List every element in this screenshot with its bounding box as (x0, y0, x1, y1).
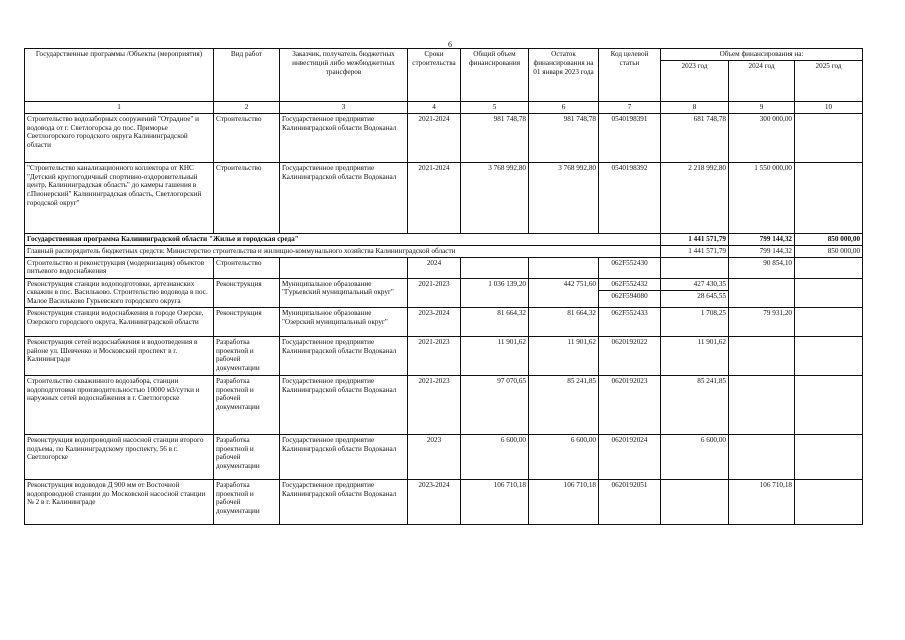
cell-2024: 106 710,18 (729, 479, 795, 524)
table-row (25, 278, 863, 290)
cell-total: 3 768 992,80 (461, 162, 529, 233)
cell-name: Реконструкция станции водоснабжения в городе Озерске, Озерского городского округа, Калининградской области (25, 307, 214, 336)
cell-2025 (795, 375, 863, 434)
col-number: 4 (408, 102, 461, 114)
program-2023: 1 441 571,79 (661, 233, 729, 245)
table-row (25, 434, 863, 479)
cell-terms: 2021-2023 (408, 336, 461, 375)
cell-total (461, 257, 529, 278)
table-row (25, 479, 863, 524)
cell-2024: 1 550 000,00 (729, 162, 795, 233)
cell-2025 (795, 113, 863, 162)
cell-2023: 2 218 992,80 (661, 162, 729, 233)
cell-2025 (795, 336, 863, 375)
table-row (25, 257, 863, 278)
cell-2023: 11 901,62 (661, 336, 729, 375)
cell-code: 0620192051 (599, 479, 661, 524)
header-remaining: Остаток финансирования на 01 января 2023 года (529, 49, 599, 102)
cell-name: "Строительство канализационного коллектора от КНС "Детский круглогодичный спортивно-оздоровительный центр, Калининградская область" до камеры гашения в г.Пионерский" Калининградская область, Светлогорский городской округ" (25, 162, 214, 233)
col-number: 1 (25, 102, 214, 114)
col-number: 3 (280, 102, 408, 114)
header-terms: Сроки строительства (408, 49, 461, 102)
cell-total: 6 600,00 (461, 434, 529, 479)
cell-code: 0540198391 (599, 113, 661, 162)
manager-title: Главный распорядитель бюджетных средств: Министерство строительства и жилищно-коммунального хозяйства Калининградской области (25, 245, 661, 257)
header-year-2024: 2024 год (729, 60, 795, 101)
header-work-type: Вид работ (214, 49, 280, 102)
cell-2023: 6 600,00 (661, 434, 729, 479)
cell-name: Реконструкция водоводов Д 900 мм от Восточной водопроводной станции до Московской насосной станции № 2 в г. Калининграде (25, 479, 214, 524)
cell-remaining: 85 241,85 (529, 375, 599, 434)
col-number: 8 (661, 102, 729, 114)
cell-terms: 2021-2023 (408, 375, 461, 434)
cell-customer: Государственное предприятие Калининградской области Водоканал (280, 375, 408, 434)
cell-code: 062F552430 (599, 257, 661, 278)
header-total-volume: Общий объем финансирования (461, 49, 529, 102)
cell-remaining: 106 710,18 (529, 479, 599, 524)
cell-2025 (795, 257, 863, 278)
cell-terms: 2021-2024 (408, 113, 461, 162)
col-number: 7 (599, 102, 661, 114)
program-title: Государственная программа Калининградской области "Жилье и городская среда" (25, 233, 661, 245)
cell-name: Строительство водозаборных сооружений "Отрадное" и водовода от г. Светлогорска до пос. Приморье Светлогорского городского округа Калининградской области (25, 113, 214, 162)
program-row (25, 233, 863, 245)
cell-2023 (661, 257, 729, 278)
cell-name: Реконструкция станции водоподготовки, артезианских скважин в пос. Васильково. Строительство водовода в пос. Малое Васильково Гурьевского городского округа (25, 278, 214, 307)
cell-terms: 2023-2024 (408, 307, 461, 336)
header-year-2025: 2025 год (795, 60, 863, 101)
cell-customer: Муниципальное образование "Озерский муниципальный округ" (280, 307, 408, 336)
cell-terms: 2023 (408, 434, 461, 479)
page-number: 6 (448, 40, 452, 49)
cell-total: 11 901,62 (461, 336, 529, 375)
cell-work: Разработка проектной и рабочей документации (214, 434, 280, 479)
col-number: 5 (461, 102, 529, 114)
table-row (25, 162, 863, 233)
cell-remaining: 3 768 992,80 (529, 162, 599, 233)
cell-customer: Государственное предприятие Калининградской области Водоканал (280, 336, 408, 375)
manager-row (25, 245, 863, 257)
cell-work: Строительство (214, 162, 280, 233)
cell-total: 81 664,32 (461, 307, 529, 336)
cell-2023: 681 748,78 (661, 113, 729, 162)
cell-customer: Государственное предприятие Калининградской области Водоканал (280, 479, 408, 524)
cell-customer: Государственное предприятие Калининградской области Водоканал (280, 434, 408, 479)
cell-name: Реконструкция сетей водоснабжения и водоотведения в районе ул. Шевченко и Московский проспект в г. Калининграде (25, 336, 214, 375)
cell-work: Разработка проектной и рабочей документации (214, 336, 280, 375)
cell-remaining: 981 748,78 (529, 113, 599, 162)
table-row (25, 375, 863, 434)
cell-work: Разработка проектной и рабочей документации (214, 479, 280, 524)
cell-remaining: 11 901,62 (529, 336, 599, 375)
funding-table (24, 48, 863, 525)
cell-terms: 2021-2023 (408, 278, 461, 307)
cell-total: 1 036 139,20 (461, 278, 529, 307)
cell-2023: 28 645,55 (661, 290, 729, 307)
cell-remaining: 6 600,00 (529, 434, 599, 479)
cell-remaining: 81 664,32 (529, 307, 599, 336)
table-row (25, 307, 863, 336)
col-number: 10 (795, 102, 863, 114)
header-row (25, 49, 863, 61)
cell-terms: 2021-2024 (408, 162, 461, 233)
manager-2023: 1 441 571,79 (661, 245, 729, 257)
manager-2025: 850 000,00 (795, 245, 863, 257)
program-2025: 850 000,00 (795, 233, 863, 245)
cell-name: Реконструкция водопроводной насосной станции второго подъема, по Калининградскому проспекту, 56 в г. Светлогорске (25, 434, 214, 479)
cell-2023: 1 708,25 (661, 307, 729, 336)
header-funding: Объем финансирования на: (661, 49, 863, 61)
cell-remaining: 442 751,60 (529, 278, 599, 307)
cell-2025 (795, 479, 863, 524)
cell-code: 062F594080 (599, 290, 661, 307)
cell-work: Реконструкция (214, 278, 280, 307)
program-2024: 799 144,32 (729, 233, 795, 245)
cell-2024: 300 000,00 (729, 113, 795, 162)
cell-work: Строительство (214, 257, 280, 278)
cell-work: Строительство (214, 113, 280, 162)
cell-customer: Государственное предприятие Калининградской области Водоканал (280, 113, 408, 162)
cell-code: 062F552433 (599, 307, 661, 336)
cell-name: Строительство скважинного водозабора, станции водоподготовки производительностью 10000 м3/сутки и наружных сетей водоснабжения в г. Светлогорске (25, 375, 214, 434)
header-year-2023: 2023 год (661, 60, 729, 101)
cell-name: Строительство и реконструкция (модернизация) объектов питьевого водоснабжения (25, 257, 214, 278)
col-number: 6 (529, 102, 599, 114)
cell-code: 0620192023 (599, 375, 661, 434)
cell-2024 (729, 278, 795, 307)
cell-terms: 2023-2024 (408, 479, 461, 524)
cell-code: 0620192024 (599, 434, 661, 479)
manager-2024: 799 144,32 (729, 245, 795, 257)
column-numbers-row (25, 102, 863, 114)
cell-2024: 79 931,20 (729, 307, 795, 336)
table-row (25, 113, 863, 162)
cell-code: 0620192022 (599, 336, 661, 375)
cell-code: 0540198392 (599, 162, 661, 233)
cell-remaining (529, 257, 599, 278)
cell-customer: Муниципальное образование "Гурьевский муниципальный округ" (280, 278, 408, 307)
cell-2024: 90 854,10 (729, 257, 795, 278)
table-row (25, 336, 863, 375)
cell-work: Реконструкция (214, 307, 280, 336)
cell-code: 062F552432 (599, 278, 661, 290)
cell-total: 981 748,78 (461, 113, 529, 162)
cell-total: 106 710,18 (461, 479, 529, 524)
cell-2024 (729, 434, 795, 479)
cell-total: 97 070,65 (461, 375, 529, 434)
cell-customer (280, 257, 408, 278)
header-customer: Заказчик, получатель бюджетных инвестиций либо межбюджетных трансферов (280, 49, 408, 102)
cell-2025 (795, 307, 863, 336)
cell-2023: 427 430,35 (661, 278, 729, 290)
col-number: 9 (729, 102, 795, 114)
cell-customer: Государственное предприятие Калининградской области Водоканал (280, 162, 408, 233)
cell-2024 (729, 336, 795, 375)
col-number: 2 (214, 102, 280, 114)
cell-2025 (795, 278, 863, 307)
cell-2024 (729, 375, 795, 434)
header-program: Государственные программы /Объекты (мероприятия) (25, 49, 214, 102)
cell-2023 (661, 479, 729, 524)
cell-work: Разработка проектной и рабочей документации (214, 375, 280, 434)
cell-2025 (795, 162, 863, 233)
cell-2025 (795, 434, 863, 479)
cell-2023: 85 241,85 (661, 375, 729, 434)
header-target-code: Код целевой статьи (599, 49, 661, 102)
cell-terms: 2024 (408, 257, 461, 278)
